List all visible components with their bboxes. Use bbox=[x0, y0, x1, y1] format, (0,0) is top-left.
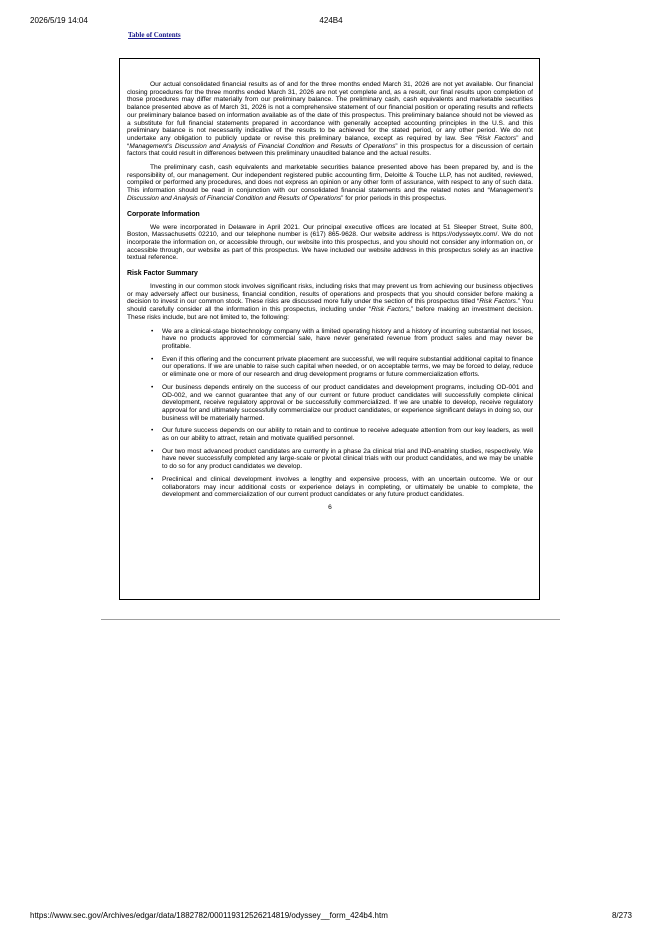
bullet-glyph: • bbox=[151, 355, 154, 363]
paragraph-text: .” You should carefully consider all the information in this prospectus, including under “ bbox=[127, 298, 534, 314]
auditor-disclaimer-paragraph bbox=[127, 164, 533, 203]
risk-summary-intro-paragraph bbox=[127, 283, 533, 322]
print-footer-url: https://www.sec.gov/Archives/edgar/data/1882782/000119312526214819/odyssey__form_424b4.htm bbox=[30, 911, 388, 920]
risk-bullet-text: We are a clinical-stage biotechnology company with a limited operating history and a history of incurring substantial net losses, have no products approved for commercial sale, have never generated revenue from product sales and may never be profitable. bbox=[162, 327, 533, 350]
mdna-reference: Management’s Discussion and Analysis of Financial Condition and Results of Operations bbox=[129, 142, 396, 150]
bullet-glyph: • bbox=[151, 427, 154, 435]
risk-factors-reference: Risk Factors bbox=[477, 134, 517, 142]
paragraph-text: Our actual consolidated financial results as of and for the three months ended March 31, 2026 are not yet available. Our financial closing procedures for the three months ended March 31, 2026 are not yet complete and, as a result, our final results upon completion of those procedures may differ materially from our preliminary balance. The preliminary cash, cash equivalents and marketable securities balance presented above as of March 31, 2026 is not a comprehensive statement of our financial position or operating results and reflects our preliminary balance based on information available as of the date of this prospectus. This preliminary balance should not be viewed as a substitute for full financial statements prepared in accordance with generally accepted accounting principles in the U.S. and this preliminary balance is not necessarily indicative of the results to be achieved for the stated period, or any other period. We do not undertake any obligation to publicly update or revise this preliminary balance, except as required by law. See “ bbox=[127, 81, 533, 142]
corporate-information-heading: Corporate Information bbox=[127, 210, 200, 218]
print-header-title: 424B4 bbox=[319, 16, 343, 25]
bullet-glyph: • bbox=[151, 475, 154, 483]
paragraph-text: Investing in our common stock involves significant risks, including risks that may prevent us from achieving our business objectives or may adversely affect our business, financial condition, results of operations and prospects that you should consider before making a decision to invest in our common stock. These risks are discussed more fully under the section of this prospectus titled “ bbox=[127, 283, 533, 306]
page-separator-rule bbox=[101, 619, 560, 620]
risk-factor-summary-heading: Risk Factor Summary bbox=[127, 270, 198, 278]
risk-bullet-item bbox=[127, 476, 533, 499]
risk-bullet-text: Even if this offering and the concurrent private placement are successful, we will require substantial additional capital to finance our operations. If we are unable to raise such capital when needed, or on acceptable terms, we may be forced to delay, reduce or eliminate one or more of our research and drug development programs or future commercialization efforts. bbox=[162, 355, 533, 379]
preliminary-results-paragraph bbox=[127, 81, 533, 158]
paragraph-text: ,” before making an investment decision. These risks include, but are not limited to, the following: bbox=[127, 306, 534, 321]
bullet-glyph: • bbox=[151, 383, 154, 391]
page-number: 6 bbox=[328, 503, 332, 511]
corporate-information-paragraph: We were incorporated in Delaware in April 2021. Our principal executive offices are located at 51 Sleeper Street, Suite 800, Boston, Massachusetts 02210, and our telephone number is (617) 865-9628. Our website address is https://odysseytx.com/. We do not incorporate the information on, or accessible through, our website into this prospectus, and you should not consider any information on, or accessible through, our website as part of this prospectus. We have included our website address in this prospectus solely as an inactive textual reference. bbox=[127, 223, 533, 262]
bullet-glyph: • bbox=[151, 447, 154, 455]
print-footer-page-count: 8/273 bbox=[611, 911, 632, 920]
risk-bullet-text: Our future success depends on our ability to retain and to continue to receive adequate attention from our key leaders, as well as on our ability to attract, retain and motivate qualified personnel. bbox=[162, 427, 533, 443]
paragraph-text: ” for prior periods in this prospectus. bbox=[341, 194, 447, 202]
risk-bullet-item bbox=[127, 427, 533, 442]
risk-bullet-list bbox=[127, 328, 533, 499]
print-header-timestamp: 2026/5/19 14:04 bbox=[30, 16, 88, 25]
mdna-reference: Management’s Discussion and Analysis of Financial Condition and Results of Operations bbox=[127, 187, 533, 202]
risk-factors-reference: Risk Factors bbox=[479, 298, 516, 306]
risk-bullet-text: Our two most advanced product candidates are currently in a phase 2a clinical trial and IND-enabling studies, respectively. We have never successfully completed any large-scale or pivotal clinical trials with our product candidates, and we may be unable to do so for any product candidates we develop. bbox=[162, 447, 533, 471]
document-body bbox=[127, 81, 533, 512]
bullet-glyph: • bbox=[151, 327, 154, 335]
risk-bullet-item bbox=[127, 384, 533, 423]
table-of-contents-link[interactable]: Table of Contents bbox=[128, 31, 181, 39]
risk-bullet-item bbox=[127, 356, 533, 379]
risk-bullet-text: Preclinical and clinical development involves a lengthy and expensive process, with an uncertain outcome. We or our collaborators may incur additional costs or experience delays in completing, or ultimately be unable to complete, the development and commercialization of our current product candidates or any future product candidates. bbox=[162, 475, 533, 499]
risk-bullet-item bbox=[127, 328, 533, 351]
paragraph-text: The preliminary cash, cash equivalents and marketable securities balance presented above has been prepared by, and is the responsibility of, our management. Our independent registered public accounting firm, Deloitte & Touche LLP, has not audited, reviewed, compiled or performed any procedures, and does not express an opinion or any other form of assurance, with respect to any of such data. This information should be read in conjunction with our consolidated financial statements and the related notes and “ bbox=[127, 164, 533, 195]
risk-bullet-text: Our business depends entirely on the success of our product candidates and development programs, including OD-001 and OD-002, and we cannot guarantee that any of our current or future product candidates will successfully complete clinical development, receive regulatory approval or be successfully commercialized. If we are unable to develop, receive regulatory approval for and ultimately successfully commercialize our product candidates, or experience significant delays in doing so, our business will be materially harmed. bbox=[162, 383, 533, 422]
paragraph-text: ” and “ bbox=[127, 134, 534, 150]
risk-factors-reference: Risk Factors bbox=[371, 306, 410, 314]
paragraph-text: ” in this prospectus for a discussion of certain factors that could result in differences between this preliminary unaudited balance and the actual results. bbox=[127, 142, 533, 158]
risk-bullet-item bbox=[127, 448, 533, 471]
